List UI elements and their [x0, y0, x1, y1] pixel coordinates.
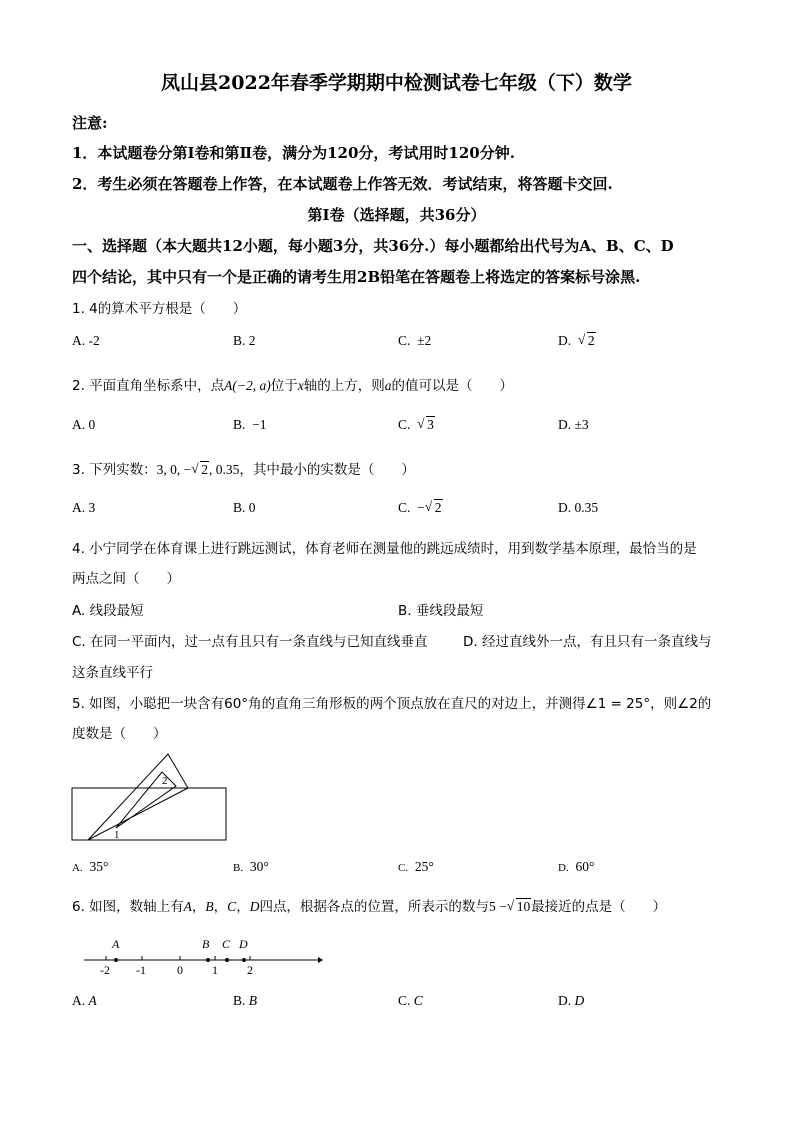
- question-1-stem: 1. 4的算术平方根是（ ）: [72, 301, 247, 317]
- point-d-label: D: [239, 937, 248, 951]
- q1-option-d: D. √ 2: [558, 333, 596, 349]
- question-2-stem: 2. 平面直角坐标系中，点A(−2, a)位于x轴的上方，则a的值可以是（ ）: [72, 378, 514, 394]
- q3-option-a: A. 3: [72, 500, 96, 515]
- q3-option-d: D. 0.35: [558, 500, 599, 515]
- q3-option-b: B. 0: [233, 500, 256, 515]
- tick-label: 1: [212, 963, 218, 977]
- question-5-stem-line1: 5. 如图，小聪把一块含有60°角的直角三角形板的两个顶点放在直尺的对边上，并测得∠1 = 25°，则∠2的: [72, 696, 712, 712]
- q5-option-c: C. 25°: [398, 859, 434, 874]
- tick-label: 2: [247, 963, 253, 977]
- q4-option-c: C. 在同一平面内，过一点有且只有一条直线与已知直线垂直: [72, 634, 428, 650]
- page-title: 凤山县2022年春季学期期中检测试卷七年级（下）数学: [161, 72, 632, 94]
- number-line-figure: [80, 933, 325, 979]
- point-a-label: A: [112, 937, 120, 951]
- notice-heading: 注意:: [72, 114, 108, 132]
- q6-option-b: B. B: [233, 993, 258, 1008]
- tick-label: -1: [136, 963, 146, 977]
- question-6-stem: 6. 如图，数轴上有A，B，C，D四点，根据各点的位置，所表示的数与5 −√ 10最接近的点是（ ）: [72, 895, 666, 915]
- tick-label: -2: [100, 963, 110, 977]
- q6-option-a: A. A: [72, 993, 97, 1008]
- q1-option-c: C. ±2: [398, 333, 432, 348]
- q4-option-b: B. 垂线段最短: [398, 603, 484, 619]
- number-line-arrow-icon: [318, 957, 323, 963]
- notice-item-1: 1．本试题卷分第Ⅰ卷和第Ⅱ卷，满分为120分，考试用时120分钟.: [72, 144, 515, 162]
- point-b-label: B: [202, 937, 210, 951]
- q6-option-d: D. D: [558, 993, 585, 1008]
- q2-option-c: C. √ 3: [398, 417, 435, 433]
- triangle-outer: [88, 754, 188, 840]
- question-4-stem-line1: 4. 小宁同学在体育课上进行跳远测试，体育老师在测量他的跳远成绩时，用到数学基本原理，最恰当的是: [72, 541, 697, 557]
- q4-option-d: D. 经过直线外一点，有且只有一条直线与: [463, 634, 712, 650]
- question-4-stem-line2: 两点之间（ ）: [72, 571, 180, 587]
- question-3-stem: 3. 下列实数：3, 0, −√ 2, 0.35，其中最小的实数是（ ）: [72, 458, 415, 478]
- q3-option-c: C. −√ 2: [398, 500, 443, 516]
- angle-1-label: 1: [114, 829, 120, 841]
- q2-option-a: A. 0: [72, 417, 96, 432]
- q1-option-b: B. 2: [233, 333, 256, 348]
- point-b: [206, 958, 210, 962]
- q2-option-d: D. ±3: [558, 417, 589, 432]
- point-c: [225, 958, 229, 962]
- tick-label: 0: [177, 963, 183, 977]
- q5-option-b: B. 30°: [233, 859, 269, 874]
- section1-line1: 一、选择题（本大题共12小题，每小题3分，共36分.）每小题都给出代号为A、B、C、D: [72, 237, 674, 255]
- point-d: [242, 958, 246, 962]
- part1-heading: 第Ⅰ卷（选择题，共36分）: [307, 206, 486, 224]
- q1-option-a: A. -2: [72, 333, 100, 348]
- q4-option-a: A. 线段最短: [72, 603, 144, 619]
- question-5-stem-line2: 度数是（ ）: [72, 726, 167, 742]
- q4-option-d-cont: 这条直线平行: [72, 665, 153, 681]
- q2-option-b: B. −1: [233, 417, 267, 432]
- q5-option-d: D. 60°: [558, 859, 595, 874]
- angle-2-label: 2: [162, 775, 168, 787]
- section1-line2: 四个结论，其中只有一个是正确的请考生用2B铅笔在答题卷上将选定的答案标号涂黑.: [72, 268, 641, 286]
- ruler-triangle-figure: [68, 752, 233, 844]
- q6-option-c: C. C: [398, 993, 423, 1008]
- notice-item-2: 2．考生必须在答题卷上作答，在本试题卷上作答无效．考试结束，将答题卡交回.: [72, 175, 613, 193]
- point-a: [114, 958, 118, 962]
- q5-option-a: A. 35°: [72, 859, 109, 874]
- point-c-label: C: [222, 937, 231, 951]
